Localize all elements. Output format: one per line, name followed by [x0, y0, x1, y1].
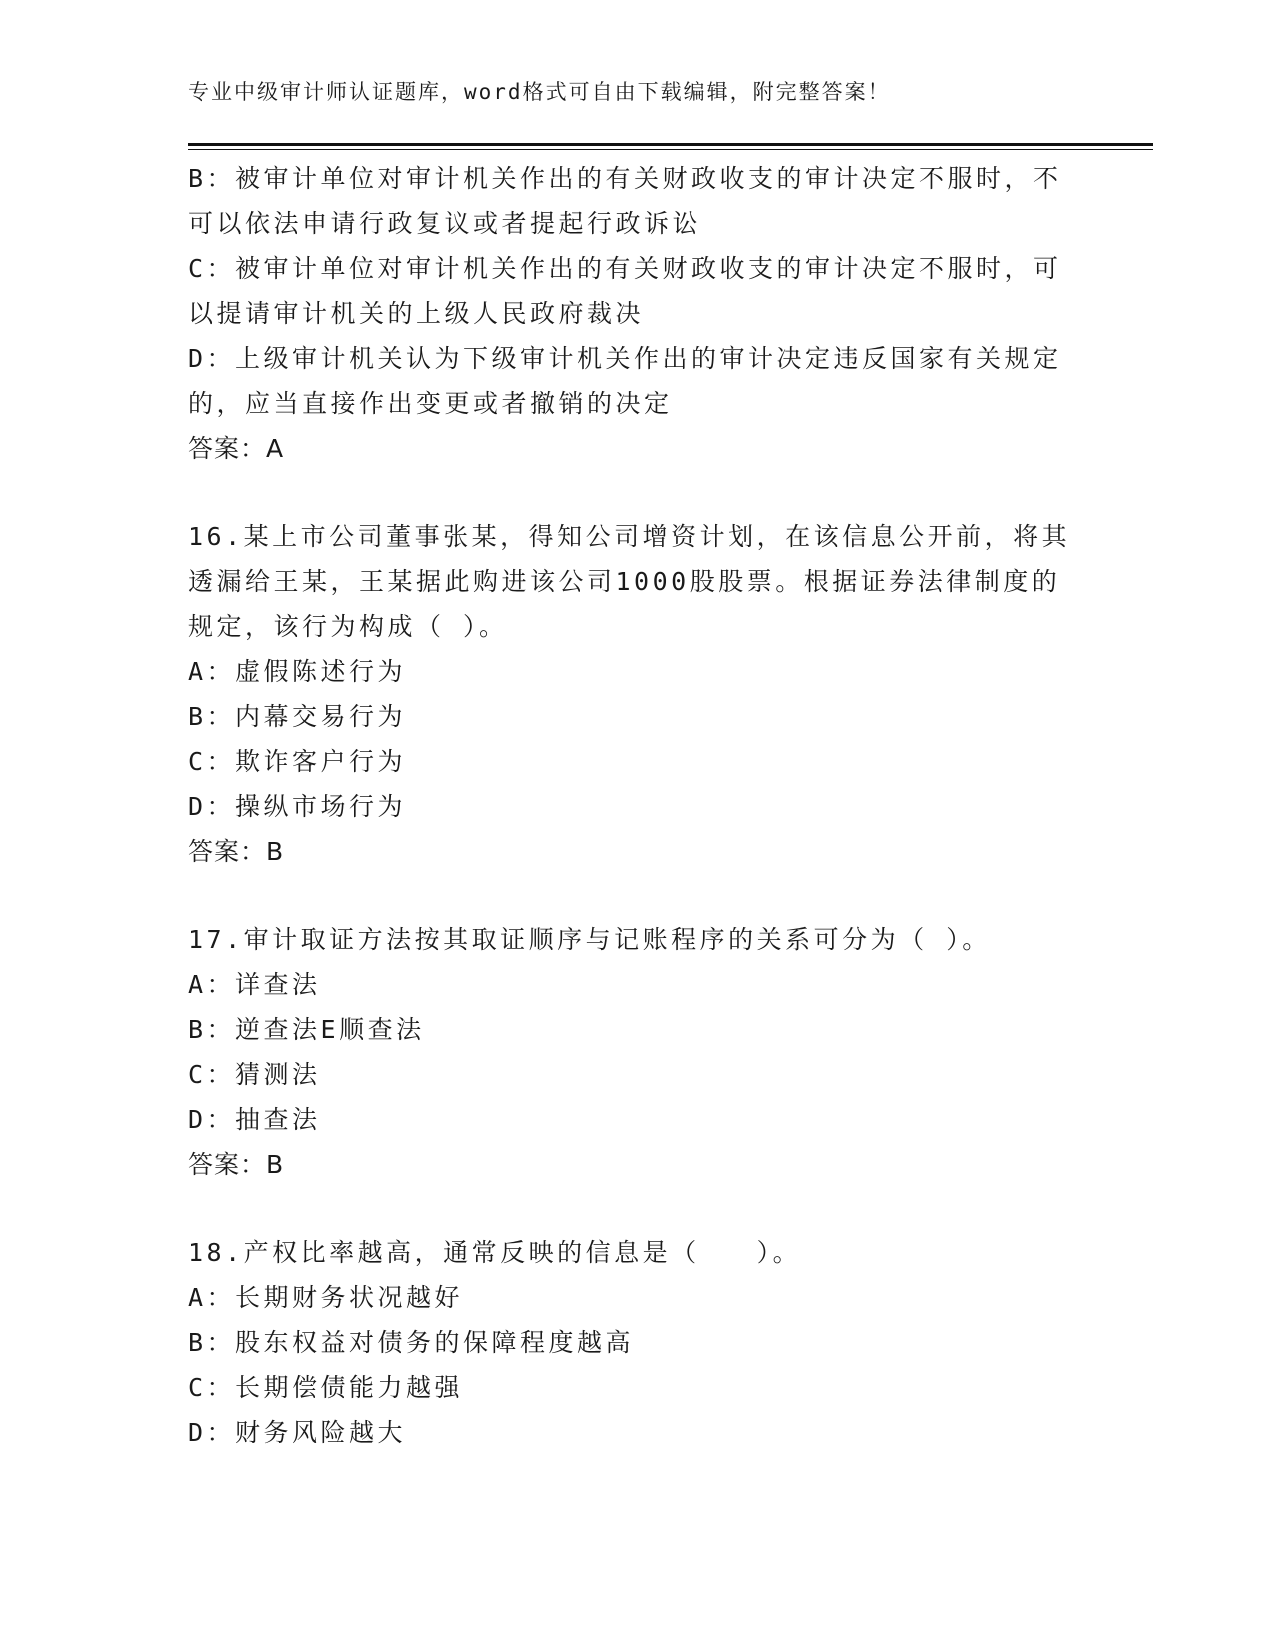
spacer [188, 471, 1088, 514]
answer: 答案：A [188, 434, 285, 463]
option-c-line-2: 以提请审计机关的上级人民政府裁决 [188, 299, 645, 328]
document-body [188, 156, 1088, 1455]
option-c-line-1: C：被审计单位对审计机关作出的有关财政收支的审计决定不服时，可 [188, 254, 1062, 283]
header-rule-thin [188, 149, 1153, 150]
option-d: D：抽查法 [188, 1105, 321, 1134]
option-b: B：内幕交易行为 [188, 702, 407, 731]
option-b: B：股东权益对债务的保障程度越高 [188, 1328, 635, 1357]
answer: 答案：B [188, 1150, 285, 1179]
option-b-line-2: 可以依法申请行政复议或者提起行政诉讼 [188, 209, 702, 238]
question-text-line-2: 透漏给王某，王某据此购进该公司1000股股票。根据证券法律制度的 [188, 567, 1061, 596]
option-d: D：财务风险越大 [188, 1418, 407, 1447]
question-text: 17.审计取证方法按其取证顺序与记账程序的关系可分为（ ）。 [188, 925, 991, 954]
option-d-line-2: 的，应当直接作出变更或者撤销的决定 [188, 389, 673, 418]
question-text: 18.产权比率越高，通常反映的信息是（ ）。 [188, 1238, 802, 1267]
question-18 [188, 1230, 1088, 1455]
question-17 [188, 917, 1088, 1187]
option-d: D：操纵市场行为 [188, 792, 407, 821]
option-a: A：详查法 [188, 970, 321, 999]
question-15 [188, 156, 1088, 471]
option-a: A：虚假陈述行为 [188, 657, 407, 686]
header-rule-thick [188, 143, 1153, 146]
question-text-line-1: 16.某上市公司董事张某，得知公司增资计划，在该信息公开前，将其 [188, 522, 1071, 551]
spacer [188, 874, 1088, 917]
option-b: B：逆查法E顺查法 [188, 1015, 425, 1044]
option-b-line-1: B：被审计单位对审计机关作出的有关财政收支的审计决定不服时，不 [188, 164, 1062, 193]
answer: 答案：B [188, 837, 285, 866]
question-text-line-3: 规定，该行为构成（ ）。 [188, 612, 508, 641]
option-c: C：长期偿债能力越强 [188, 1373, 464, 1402]
option-d-line-1: D：上级审计机关认为下级审计机关作出的审计决定违反国家有关规定 [188, 344, 1062, 373]
page-header: 专业中级审计师认证题库，word格式可自由下载编辑，附完整答案！ [188, 80, 891, 104]
option-c: C：欺诈客户行为 [188, 747, 407, 776]
option-a: A：长期财务状况越好 [188, 1283, 464, 1312]
question-16 [188, 514, 1088, 874]
option-c: C：猜测法 [188, 1060, 321, 1089]
spacer [188, 1187, 1088, 1230]
